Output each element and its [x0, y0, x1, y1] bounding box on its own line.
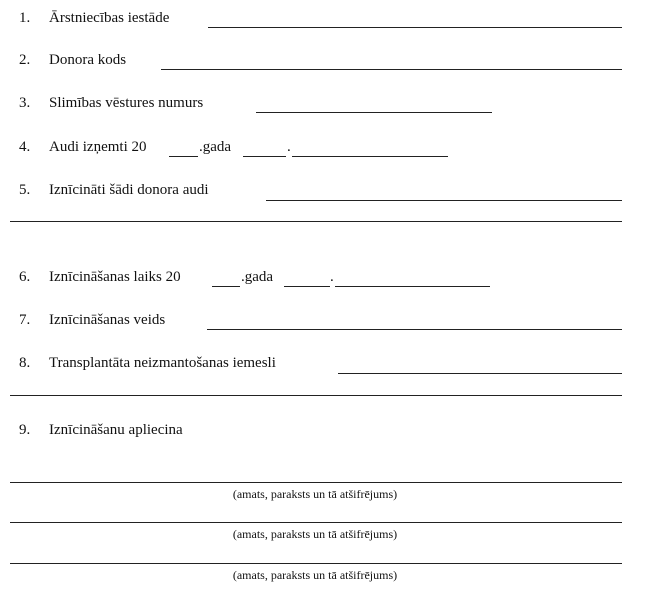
item-3-number: 3.: [19, 95, 31, 111]
item-6-dot-text: .: [330, 269, 334, 285]
destruction-month-field[interactable]: [335, 286, 490, 287]
item-6-label: Iznīcināšanas laiks 20: [49, 269, 181, 285]
signature-line-3[interactable]: [10, 563, 622, 564]
item-1-label: Ārstniecības iestāde: [49, 10, 170, 26]
signature-line-2[interactable]: [10, 522, 622, 523]
item-1-number: 1.: [19, 10, 31, 26]
destroyed-tissues-field[interactable]: [266, 200, 622, 201]
item-4-label: Audi izņemti 20: [49, 139, 147, 155]
item-2-label: Donora kods: [49, 52, 127, 68]
tissue-removed-year-field[interactable]: [169, 156, 198, 157]
non-use-reasons-field[interactable]: [338, 373, 622, 374]
non-use-reasons-field-continued[interactable]: [10, 395, 622, 396]
item-6-gada-text: .gada: [241, 269, 274, 285]
item-9-label: Iznīcināšanu apliecina: [49, 422, 183, 438]
item-7-number: 7.: [19, 312, 31, 328]
medical-record-number-field[interactable]: [256, 112, 492, 113]
destroyed-tissues-field-continued[interactable]: [10, 221, 622, 222]
signature-caption-1: (amats, paraksts un tā atšifrējums): [232, 487, 398, 501]
item-2-number: 2.: [19, 52, 31, 68]
item-4-number: 4.: [19, 139, 31, 155]
item-4-dot-text: .: [287, 139, 291, 155]
signature-line-1[interactable]: [10, 482, 622, 483]
donor-code-field[interactable]: [161, 69, 622, 70]
item-3-label: Slimības vēstures numurs: [49, 95, 204, 111]
item-4-gada-text: .gada: [199, 139, 232, 155]
tissue-removed-day-field[interactable]: [243, 156, 286, 157]
destruction-method-field[interactable]: [207, 329, 622, 330]
item-8-label: Transplantāta neizmantošanas iemesli: [49, 355, 276, 371]
item-8-number: 8.: [19, 355, 31, 371]
item-5-number: 5.: [19, 182, 31, 198]
tissue-removed-month-field[interactable]: [292, 156, 448, 157]
item-9-number: 9.: [19, 422, 31, 438]
item-6-number: 6.: [19, 269, 31, 285]
medical-institution-field[interactable]: [208, 27, 622, 28]
signature-caption-3: (amats, paraksts un tā atšifrējums): [232, 568, 398, 582]
item-5-label: Iznīcināti šādi donora audi: [49, 182, 209, 198]
destruction-year-field[interactable]: [212, 286, 240, 287]
item-7-label: Iznīcināšanas veids: [49, 312, 166, 328]
signature-caption-2: (amats, paraksts un tā atšifrējums): [232, 527, 398, 541]
destruction-day-field[interactable]: [284, 286, 330, 287]
